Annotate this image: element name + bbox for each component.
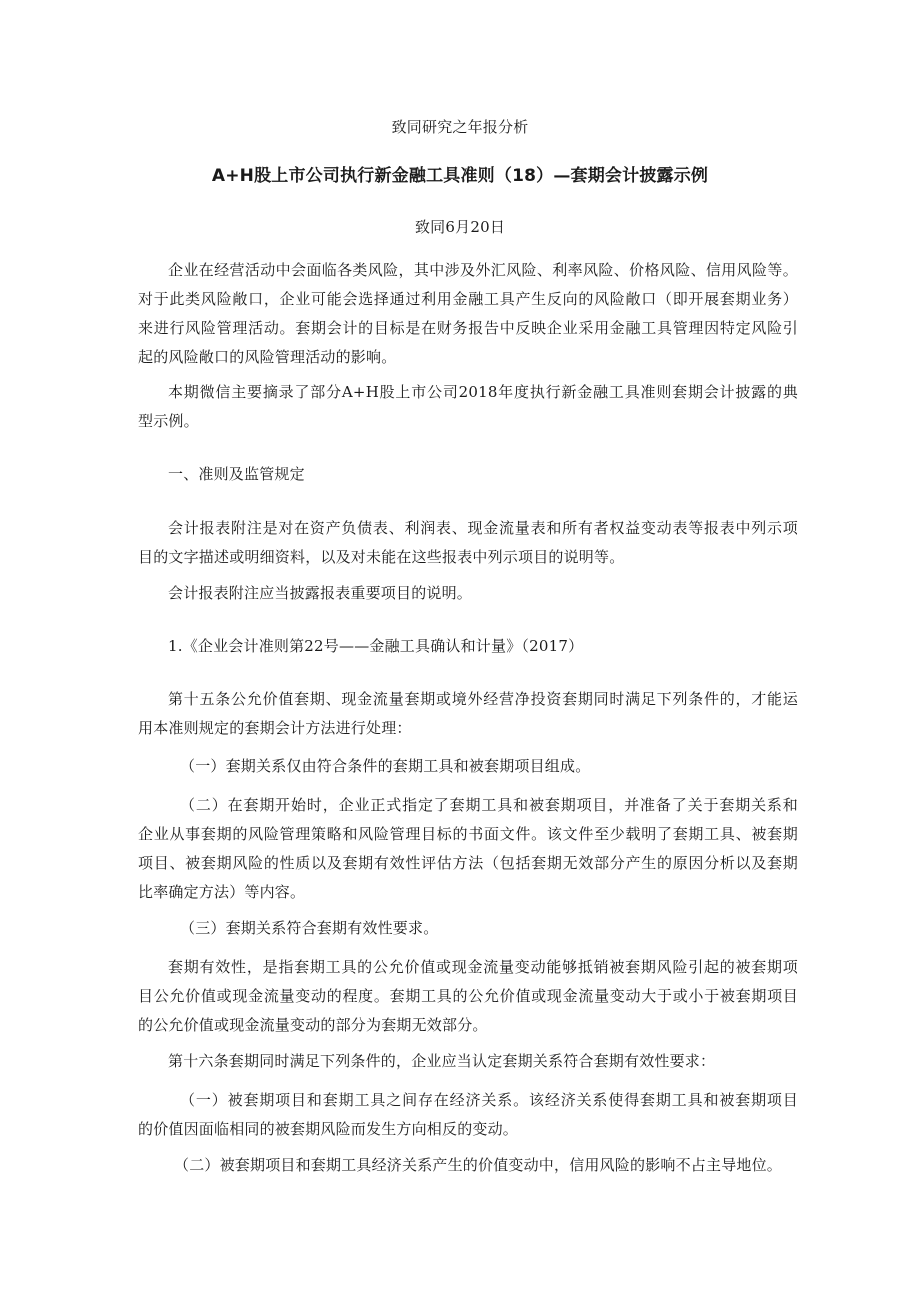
paragraph-line: 目的文字描述或明细资料，以及对未能在这些报表中列示项目的说明等。 bbox=[138, 548, 625, 566]
paragraph-line: 项目、被套期风险的性质以及套期有效性评估方法（包括套期无效部分产生的原因分析以及套期 bbox=[138, 854, 798, 872]
paragraph-line: 比率确定方法）等内容。 bbox=[138, 883, 306, 901]
paragraph-line: 对于此类风险敞口，企业可能会选择通过利用金融工具产生反向的风险敞口（即开展套期业务） bbox=[138, 290, 798, 308]
paragraph-line: 型示例。 bbox=[138, 412, 199, 430]
condition-item: （三）套期关系符合套期有效性要求。 bbox=[180, 919, 439, 937]
series-label: 致同研究之年报分析 bbox=[391, 118, 529, 136]
document-title: A+H股上市公司执行新金融工具准则（18）—套期会计披露示例 bbox=[211, 166, 709, 186]
condition-item: （二）被套期项目和套期工具经济关系产生的价值变动中，信用风险的影响不占主导地位。 bbox=[174, 1156, 783, 1174]
condition-item: （一）套期关系仅由符合条件的套期工具和被套期项目组成。 bbox=[180, 757, 591, 775]
paragraph-line: 用本准则规定的套期会计方法进行处理： bbox=[138, 719, 412, 737]
paragraph-line: 来进行风险管理活动。套期会计的目标是在财务报告中反映企业采用金融工具管理因特定风险引 bbox=[138, 319, 798, 337]
paragraph-line: 的价值因面临相同的被套期风险而发生方向相反的变动。 bbox=[138, 1120, 519, 1138]
paragraph-line: 的公允价值或现金流量变动的部分为套期无效部分。 bbox=[138, 1016, 488, 1034]
document-date: 致同6月20日 bbox=[414, 218, 506, 236]
paragraph-line: 企业从事套期的风险管理策略和风险管理目标的书面文件。该文件至少载明了套期工具、被套期 bbox=[138, 825, 798, 843]
section-heading: 一、准则及监管规定 bbox=[168, 465, 305, 483]
paragraph-line: 起的风险敞口的风险管理活动的影响。 bbox=[138, 348, 397, 366]
paragraph-line: 企业在经营活动中会面临各类风险，其中涉及外汇风险、利率风险、价格风险、信用风险等。 bbox=[168, 261, 798, 279]
standard-heading: 1.《企业会计准则第22号——金融工具确认和计量》（2017） bbox=[168, 637, 584, 655]
condition-item: （一）被套期项目和套期工具之间存在经济关系。该经济关系使得套期工具和被套期项目 bbox=[180, 1091, 798, 1109]
paragraph-line: 第十六条套期同时满足下列条件的，企业应当认定套期关系符合套期有效性要求： bbox=[168, 1052, 716, 1070]
paragraph-line: 会计报表附注应当披露报表重要项目的说明。 bbox=[168, 584, 473, 602]
paragraph-line: 第十五条公允价值套期、现金流量套期或境外经营净投资套期同时满足下列条件的，才能运 bbox=[168, 690, 798, 708]
paragraph-line: 套期有效性，是指套期工具的公允价值或现金流量变动能够抵销被套期风险引起的被套期项 bbox=[168, 958, 798, 976]
paragraph-line: 目公允价值或现金流量变动的程度。套期工具的公允价值或现金流量变动大于或小于被套期项目 bbox=[138, 987, 798, 1005]
paragraph-line: 会计报表附注是对在资产负债表、利润表、现金流量表和所有者权益变动表等报表中列示项 bbox=[168, 519, 798, 537]
condition-item: （二）在套期开始时，企业正式指定了套期工具和被套期项目，并准备了关于套期关系和 bbox=[180, 796, 798, 814]
paragraph-line: 本期微信主要摘录了部分A+H股上市公司2018年度执行新金融工具准则套期会计披露的典 bbox=[168, 383, 798, 401]
